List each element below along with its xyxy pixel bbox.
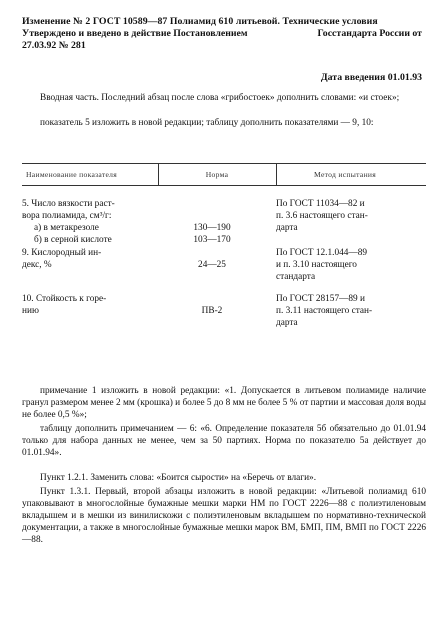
table-header-rule [22,185,426,186]
row-5a-norm: 130—190 [193,223,231,233]
body-paragraph-note-1: примечание 1 изложить в новой редакции: «1. Допускается в литьевом полиамиде наличие гранул размером менее 2 мм (крошка) и более 5 до 8 мм не более 5 % от партии и массовая доля воды не более 0,5 %»; [22,386,426,420]
header-approval-line [22,28,422,40]
row-5b-name: б) в серной кислоте [34,235,112,245]
header-approval-right: Госстандарта России от [317,28,422,39]
row-10-name-line-1: 10. Стойкость к горе- [22,294,107,304]
row-5-method-line-3: дарта [276,223,298,233]
table-header-method: Метод испытания [314,170,377,179]
row-5-name-line-2: вора полиамида, см³/г: [22,211,112,221]
intro-paragraph-1: Вводная часть. Последний абзац после слова «грибостоек» дополнить словами: «и стоек»; [40,93,400,103]
row-5-method-line-2: п. 3.6 настоящего стан- [276,211,368,221]
table-row-5-method [276,198,424,234]
header-title-line: Изменение № 2 ГОСТ 10589—87 Полиамид 610 литьевой. Технические условия [22,16,378,27]
row-9-name-line-1: 9. Кислородный ин- [22,248,102,258]
intro-paragraph-2: показатель 5 изложить в новой редакции; таблицу дополнить показателями — 9, 10: [40,118,374,128]
table-row-9-name [22,247,158,271]
table-row-9-method [276,247,424,283]
table-header-norm: Норма [205,170,229,179]
table-row-5-norm [158,222,266,246]
row-9-method-line-2: и п. 3.10 настоящего [276,260,357,270]
table-row-5-name [22,198,158,246]
table-row-9-norm: 24—25 [198,260,226,270]
row-10-name-line-2: нию [22,306,39,316]
header-decree-number: 27.03.92 № 281 [22,40,86,51]
row-10-method-line-2: п. 3.11 настоящего стан- [276,306,373,316]
table-row-10-name [22,293,158,317]
row-5a-name: а) в метакрезоле [34,223,99,233]
body-paragraph-1-3-1: Пункт 1.3.1. Первый, второй абзацы изложить в новой редакции: «Литьевой полиамид 610 упаковывают в многослойные бумажные мешки марки НМ по ГОСТ 2226—88 с полиэтиленовым вкладышем и в мешки из винилискожи с полиэтиленовым вкладышем по нормативно-технической документации, а также в многослойные бумажные мешки марок ВМ, БМП, ПМ, ВМП по ГОСТ 2226—88. [22,487,426,545]
header-decree-line [22,40,422,52]
table-header-name: Наименование показателя [26,170,118,179]
header-approval-left: Утверждено и введено в действие Постановлением [22,28,248,39]
row-10-method-line-3: дарта [276,318,298,328]
row-5-name-line-1: 5. Число вязкости раст- [22,199,115,209]
table-top-rule [22,163,426,164]
table-col-divider-2 [276,163,277,185]
table-row-10-norm: ПВ-2 [201,306,223,316]
row-5b-norm: 103—170 [193,235,231,245]
row-9-name-line-2: декс, % [22,260,52,270]
row-9-method-line-1: По ГОСТ 12.1.044—89 [276,248,367,258]
row-9-method-line-3: стандарта [276,272,316,282]
table-row-10-method [276,293,424,329]
document-header [22,16,422,52]
row-10-method-line-1: По ГОСТ 28157—89 и [276,294,365,304]
row-5-method-line-1: По ГОСТ 11034—82 и [276,199,365,209]
effective-date: Дата введения 01.01.93 [320,72,422,83]
body-paragraph-1-2-1: Пункт 1.2.1. Заменить слова: «Боится сырости» на «Беречь от влаги». [40,473,317,483]
body-paragraph-note-6: таблицу дополнить примечанием — 6: «6. Определение показателя 5б обязательно до 01.01.94 только для набора данных не менее, чем за 50 партиях. Норма по показателю 5а действует до 01.01.94». [22,424,426,458]
